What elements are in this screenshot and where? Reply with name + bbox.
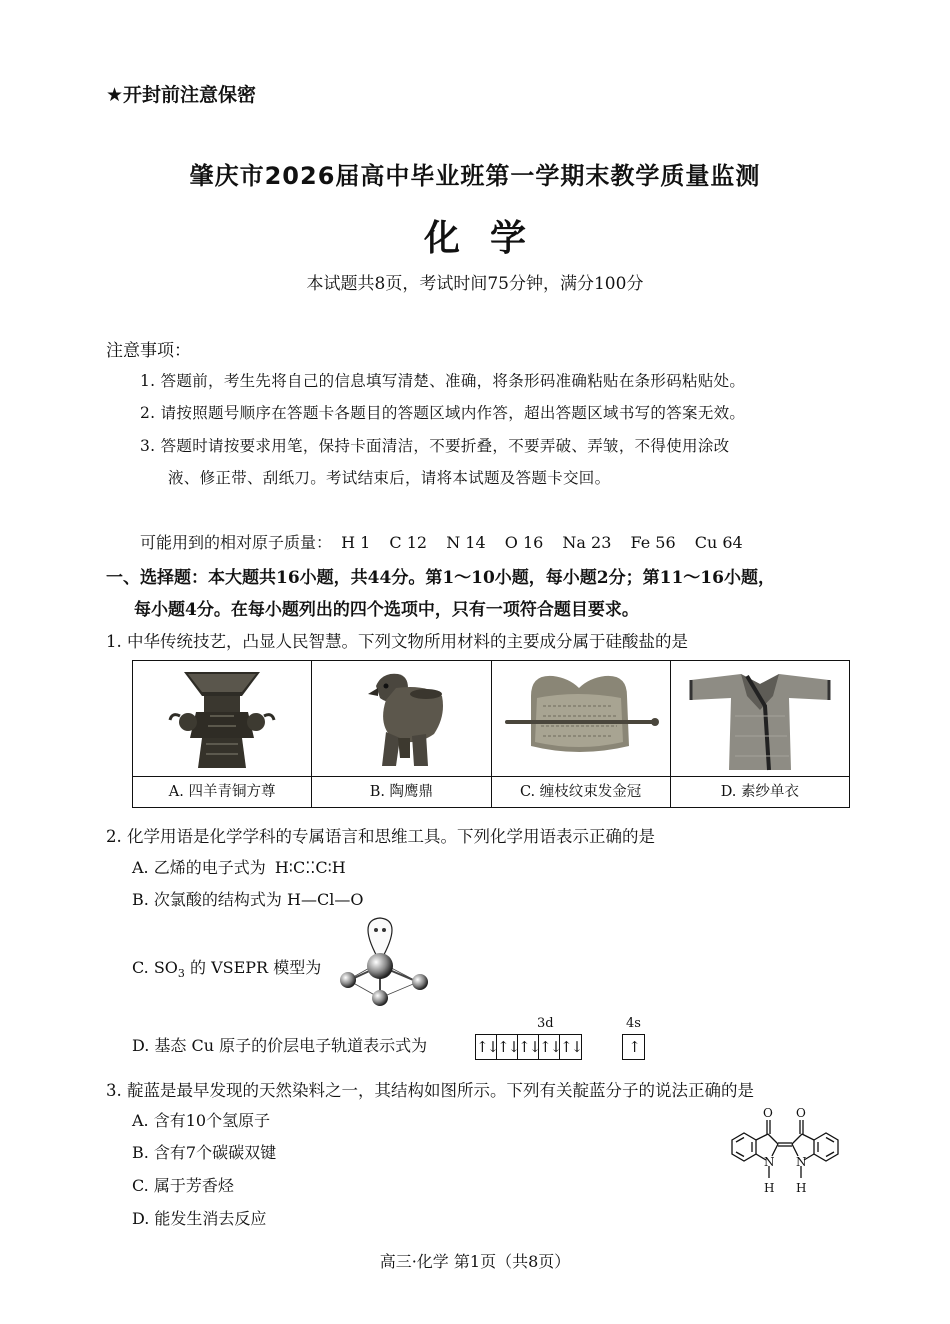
notice-item-1: 1. 答题前，考生先将自己的信息填写清楚、准确，将条形码准确粘贴在条形码粘贴处。 (140, 372, 746, 390)
mass-na: Na 23 (562, 533, 612, 552)
indigo-o-right: O (796, 1106, 806, 1120)
q3-option-d: D. 能发生消去反应 (132, 1209, 267, 1228)
orbital-3d-4: ↑↓ (539, 1035, 560, 1059)
q2-option-a (132, 855, 346, 878)
notice-item-2: 2. 请按照题号顺序在答题卡各题目的答题区域内作答，超出答题区域书写的答案无效。 (140, 404, 746, 422)
vsepr-model-image (334, 914, 434, 1006)
orbital-label-3d: 3d (537, 1016, 554, 1031)
q2-option-d: D. 基态 Cu 原子的价层电子轨道表示式为 (132, 1036, 428, 1055)
mass-h: H 1 (341, 533, 371, 552)
q3-option-a: A. 含有10个氢原子 (132, 1111, 271, 1130)
q1-artifact-table (132, 660, 850, 808)
q1-option-d: D. 素纱单衣 (671, 776, 849, 807)
bronze-zun-image (162, 666, 282, 774)
orbital-label-4s: 4s (626, 1016, 641, 1031)
indigo-structure-image (722, 1100, 862, 1198)
section-heading-line2: 每小题4分。在每小题列出的四个选项中，只有一项符合题目要求。 (134, 600, 639, 620)
mass-n: N 14 (446, 533, 486, 552)
q1-cell-d (671, 661, 849, 807)
q2-option-a-text: A. 乙烯的电子式为 (132, 858, 266, 877)
section-heading-line1: 一、选择题：本大题共16小题，共44分。第1～10小题，每小题2分；第11～16小题， (106, 568, 775, 588)
page-footer: 高三·化学 第1页（共8页） (379, 1252, 571, 1271)
indigo-h-left: H (764, 1181, 775, 1195)
q3-option-c: C. 属于芳香烃 (132, 1176, 234, 1195)
ethylene-electron-formula: H∶C⁚⁚C∶H (274, 858, 346, 877)
notice-item-3: 3. 答题时请按要求用笔，保持卡面清洁，不要折叠，不要弄破、弄皱，不得使用涂改 (140, 437, 730, 455)
q1-stem: 1. 中华传统技艺，凸显人民智慧。下列文物所用材料的主要成分属于硅酸盐的是 (106, 632, 688, 651)
indigo-n-right: N (796, 1155, 807, 1169)
notice-item-3-cont: 液、修正带、刮纸刀。考试结束后，请将本试题及答题卡交回。 (168, 469, 611, 487)
q2-option-c-pre: C. SO (132, 958, 178, 977)
indigo-h-right: H (796, 1181, 807, 1195)
q3-stem: 3. 靛蓝是最早发现的天然染料之一，其结构如图所示。下列有关靛蓝分子的说法正确的是 (106, 1081, 754, 1100)
notice-title: 注意事项： (106, 341, 191, 361)
subject-title: 化学 (423, 218, 556, 259)
exam-info: 本试题共8页，考试时间75分钟，满分100分 (306, 274, 644, 294)
atomic-masses (140, 530, 757, 553)
q1-cell-a (133, 661, 312, 807)
q2-stem: 2. 化学用语是化学学科的专属语言和思维工具。下列化学用语表示正确的是 (106, 827, 655, 846)
q1-cell-c (492, 661, 671, 807)
q2-option-c (132, 955, 321, 980)
orbital-3d-1: ↑↓ (476, 1035, 497, 1059)
gold-crown-image (501, 666, 661, 774)
orbital-3d-5: ↑↓ (560, 1038, 582, 1056)
q1-option-a: A. 四羊青铜方尊 (133, 776, 311, 807)
confidential-notice: ★开封前注意保密 (106, 84, 257, 106)
q1-option-b: B. 陶鹰鼎 (312, 776, 490, 807)
orbital-diagram-4s (622, 1034, 645, 1060)
orbital-diagram-3d (475, 1034, 582, 1060)
q2-option-b: B. 次氯酸的结构式为 H—Cl—O (132, 890, 364, 909)
mass-cu: Cu 64 (694, 533, 743, 552)
exam-title: 肇庆市2026届高中毕业班第一学期末教学质量监测 (189, 162, 761, 190)
q1-cell-b (312, 661, 491, 807)
mass-fe: Fe 56 (630, 533, 676, 552)
q3-option-b: B. 含有7个碳碳双键 (132, 1143, 277, 1162)
silk-robe-image (685, 666, 835, 774)
orbital-3d-2: ↑↓ (497, 1035, 518, 1059)
q2-option-c-post: 的 VSEPR 模型为 (184, 958, 322, 977)
orbital-4s-1: ↑ (628, 1038, 639, 1056)
mass-o: O 16 (504, 533, 544, 552)
orbital-3d-3: ↑↓ (518, 1035, 539, 1059)
atomic-masses-label: 可能用到的相对原子质量： (140, 533, 333, 552)
q1-option-c: C. 缠枝纹束发金冠 (492, 776, 670, 807)
mass-c: C 12 (389, 533, 428, 552)
q2-option-c-sub: 3 (177, 967, 185, 981)
pottery-eagle-image (346, 666, 456, 774)
indigo-o-left: O (763, 1106, 773, 1120)
indigo-n-left: N (764, 1155, 775, 1169)
